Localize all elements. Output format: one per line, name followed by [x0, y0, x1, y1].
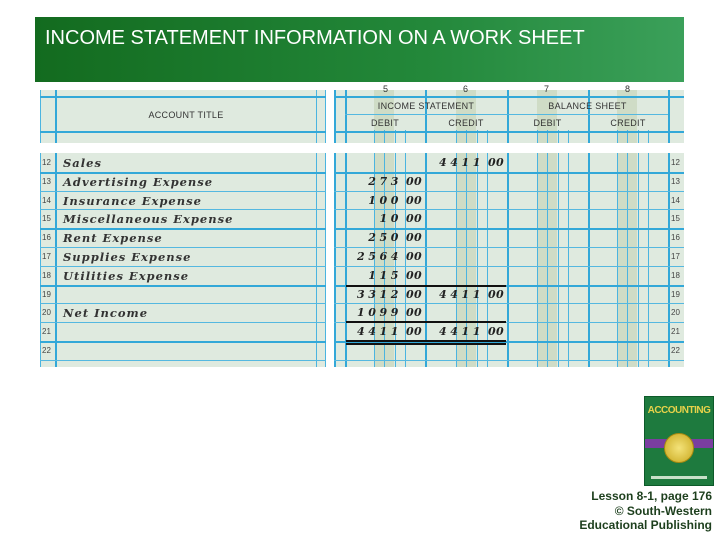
income-debit-dollars: 3312 [356, 288, 402, 301]
income-debit-dollars: 100 [368, 194, 402, 207]
income-debit-cents: 00 [406, 194, 422, 207]
income-credit-cents: 00 [488, 325, 504, 338]
row-line [334, 266, 684, 267]
textbook-cover-image [644, 396, 714, 486]
cover-authors [651, 476, 707, 479]
income-debit-cents: 00 [406, 269, 422, 282]
account-title-header: ACCOUNT TITLE [148, 110, 224, 120]
income-debit-dollars: 1099 [356, 306, 402, 319]
line-number-left: 15 [42, 214, 51, 223]
line-number-right: 22 [671, 346, 680, 355]
bs-credit-header: CREDIT [610, 118, 646, 128]
line-number-right: 21 [671, 327, 680, 336]
caption-lesson: Lesson 8-1, page 176 [591, 489, 712, 503]
line-number-left: 19 [42, 290, 51, 299]
row-line [40, 341, 326, 343]
double-rule [346, 340, 506, 342]
row-line [334, 303, 684, 304]
income-debit-cents: 00 [406, 288, 422, 301]
account-name: Utilities Expense [63, 269, 190, 283]
income-debit-dollars: 250 [368, 231, 402, 244]
digit-vline [547, 130, 548, 367]
line-number-left: 16 [42, 233, 51, 242]
income-debit-dollars: 4411 [356, 325, 402, 338]
line-number-right: 12 [671, 158, 680, 167]
is-debit-header: DEBIT [370, 118, 399, 128]
column-number-8: 8 [625, 84, 631, 94]
income-credit-cents: 00 [488, 156, 504, 169]
income-credit-dollars: 4411 [438, 288, 484, 301]
income-debit-cents: 00 [406, 325, 422, 338]
caption-publisher: Educational Publishing [579, 518, 712, 532]
row-line [334, 209, 684, 210]
grid-hline [334, 96, 684, 98]
column-number-7: 7 [544, 84, 550, 94]
account-name: Sales [63, 156, 102, 170]
row-line [334, 247, 684, 248]
digit-vline [558, 130, 559, 367]
row-line [40, 209, 326, 210]
income-debit-dollars: 2564 [356, 250, 402, 263]
slide-title: INCOME STATEMENT INFORMATION ON A WORK SHEET [35, 17, 684, 82]
row-line [40, 322, 326, 323]
row-line [40, 172, 326, 174]
income-debit-cents: 00 [406, 212, 422, 225]
line-number-right: 19 [671, 290, 680, 299]
digit-vline [537, 130, 538, 367]
line-number-left: 12 [42, 158, 51, 167]
total-rule [346, 285, 506, 287]
income-debit-dollars: 10 [379, 212, 402, 225]
row-line [334, 172, 684, 174]
digit-vline [648, 130, 649, 367]
caption-copyright: © South-Western [614, 503, 712, 518]
account-name: Rent Expense [63, 231, 163, 245]
line-number-right: 13 [671, 177, 680, 186]
grid-hline [40, 96, 326, 98]
row-line [334, 228, 684, 230]
row-line [40, 360, 326, 361]
grid-hline [40, 131, 326, 133]
grid-hline [345, 114, 668, 115]
row-line [40, 247, 326, 248]
income-statement-header: INCOME STATEMENT [377, 101, 475, 111]
row-line [334, 191, 684, 192]
account-name: Insurance Expense [63, 194, 202, 208]
account-name: Net Income [63, 306, 149, 320]
row-line [40, 285, 326, 287]
balance-sheet-header: BALANCE SHEET [548, 101, 627, 111]
line-number-left: 20 [42, 308, 51, 317]
row-line [334, 360, 684, 361]
line-number-left: 21 [42, 327, 51, 336]
grid-hline [334, 131, 684, 133]
digit-vline [638, 130, 639, 367]
line-number-right: 16 [671, 233, 680, 242]
line-number-right: 15 [671, 214, 680, 223]
account-name: Advertising Expense [63, 175, 214, 189]
line-number-right: 17 [671, 252, 680, 261]
column-number-5: 5 [383, 84, 389, 94]
line-number-left: 22 [42, 346, 51, 355]
account-name: Miscellaneous Expense [63, 212, 234, 226]
line-number-left: 17 [42, 252, 51, 261]
row-line [40, 228, 326, 230]
income-credit-dollars: 4411 [438, 156, 484, 169]
row-line [40, 191, 326, 192]
income-credit-dollars: 4411 [438, 325, 484, 338]
medal-icon [664, 433, 694, 463]
column-number-6: 6 [463, 84, 469, 94]
income-credit-cents: 00 [488, 288, 504, 301]
line-number-left: 14 [42, 196, 51, 205]
income-debit-dollars: 273 [368, 175, 402, 188]
income-debit-cents: 00 [406, 175, 422, 188]
income-debit-cents: 00 [406, 250, 422, 263]
digit-vline [568, 130, 569, 367]
digit-vline [617, 130, 618, 367]
line-number-right: 14 [671, 196, 680, 205]
source-caption [579, 489, 712, 533]
line-number-right: 20 [671, 308, 680, 317]
line-number-right: 18 [671, 271, 680, 280]
income-debit-cents: 00 [406, 231, 422, 244]
digit-vline [627, 130, 628, 367]
account-name: Supplies Expense [63, 250, 192, 264]
double-rule [346, 343, 506, 345]
row-line [40, 303, 326, 304]
income-debit-dollars: 115 [368, 269, 402, 282]
bs-debit-header: DEBIT [533, 118, 562, 128]
is-credit-header: CREDIT [448, 118, 484, 128]
line-number-left: 18 [42, 271, 51, 280]
line-number-left: 13 [42, 177, 51, 186]
total-rule [346, 321, 506, 323]
cover-logo: ACCOUNTING [647, 405, 711, 416]
row-line [40, 266, 326, 267]
header-gap [35, 143, 685, 153]
income-debit-cents: 00 [406, 306, 422, 319]
